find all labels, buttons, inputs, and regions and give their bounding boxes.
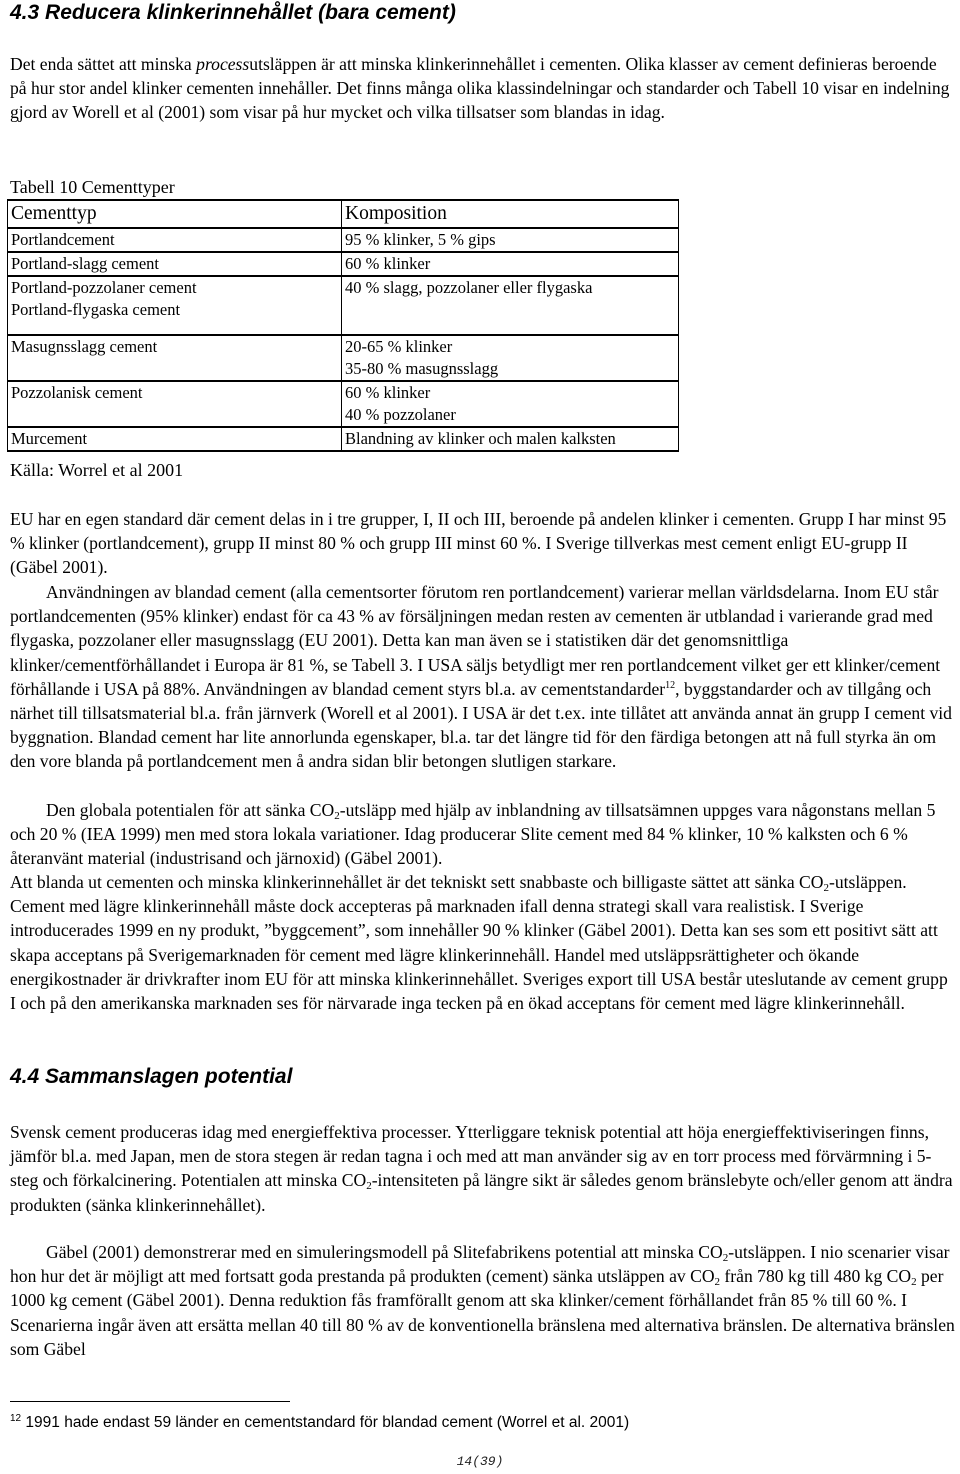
gabel-text-c: från 780 kg till 480 kg CO xyxy=(720,1266,912,1287)
cell-komposition xyxy=(342,228,679,252)
cell-line: 35-80 % masugnsslagg xyxy=(345,359,499,378)
page-number: 14(39) xyxy=(456,1454,504,1469)
co2-subscript: 2 xyxy=(714,1276,721,1289)
intro-text-emphasis: process xyxy=(196,54,250,74)
table-row xyxy=(8,276,679,335)
cell-line: 60 % klinker xyxy=(345,383,431,402)
usage-text-b: , byggstandarder och av tillgång och närhet till tillsatsmaterial bl.a. från järnverk (Worell et al 2001). I USA är det t.ex. inte tillåtet att använda annat än grupp I cement vid byggnation. Blandad cement har lite annorlunda egenskaper, bl.a. tar det längre tid för den färdiga betongen att nå full styrka än om den vore blanda på portlandcement men å andra sidan blir betongen slutligen starkare. xyxy=(10,678,952,772)
cell-line: 95 % klinker, 5 % gips xyxy=(345,230,496,249)
footnote-number: 12 xyxy=(10,1413,22,1424)
cement-type-table xyxy=(7,199,679,452)
table-row xyxy=(8,427,679,451)
gabel-text-b: -utsläppen. I nio scenarier visar hon hur det är möjligt att med fortsatt goda prestanda på produkten (cement) sänka utsläppen av CO xyxy=(10,1242,950,1287)
cell-komposition xyxy=(342,427,679,451)
cell-line: 40 % slagg, pozzolaner eller flygaska xyxy=(345,278,593,297)
blend-text-b: -utsläppen. Cement med lägre klinkerinnehåll måste dock accepteras på marknaden ifall denna strategi skall vara realistisk. I Sverige introducerades 1999 en ny produkt, ”byggcement”, som innehåller 90 % klinker (Gäbel 2001). Detta kan ses som ett positivt sätt att skapa acceptans på Sverigemarknaden för cement med lägre klinkerinnehåll. Handel med utsläppsrättigheter och ökande energikostnader är drivkrafter inom EU för att minska klinkerinnehållet. Sveriges export till USA består uteslutande av cement grupp I och på den amerikanska marknaden ses för närvarade inga tecken på en ökad acceptans för cement med lägre klinkerinnehåll. xyxy=(10,872,948,1014)
intro-text-a: Det enda sättet att minska xyxy=(10,54,197,74)
paragraph-swedish-cement xyxy=(10,1120,956,1217)
cell-line: 40 % pozzolaner xyxy=(345,405,456,424)
gabel-text-d: per 1000 kg cement (Gäbel 2001). Denna reduktion fås framförallt genom att ska klinker/cement förhållandet från 85 % till 60 %. I Scenarierna ingår även att ersätta mellan 40 till 80 % av de konventionella bränslena med alternativa bränslen. De alternativa bränslen som Gäbel xyxy=(10,1266,955,1359)
co2-subscript: 2 xyxy=(823,882,829,894)
section-heading-4-4: 4.4 Sammanslagen potential xyxy=(10,1065,293,1088)
section-heading-4-3: 4.3 Reducera klinkerinnehållet (bara cement) xyxy=(10,1,456,24)
cell-line: Portland-slagg cement xyxy=(11,254,160,273)
intro-paragraph xyxy=(10,52,956,125)
table-row xyxy=(8,335,679,381)
cell-line: Portland-pozzolaner cement xyxy=(11,278,197,297)
co2-subscript: 2 xyxy=(911,1276,917,1289)
intro-text-c: utsläppen är att minska klinkerinnehållet i cementen. Olika klasser av cement definieras beroende på hur stor andel klinker cementen innehåller. Det finns många olika klassindelningar och standarder och Tabell 10 visar en indelning gjord av Worell et al (2001) som visar på hur mycket och vilka tillsatser som blandas in idag. xyxy=(10,54,950,123)
table-header-row xyxy=(8,200,679,228)
cell-line: 60 % klinker xyxy=(345,254,431,273)
cell-cementtyp xyxy=(8,381,342,427)
swe-text-a: Svensk cement produceras idag med energieffektiva processer. Ytterliggare teknisk potential att höja energieffektiviseringen finns, jämför bl.a. med Japan, men de stora stegen är redan tagna i och med att man använder sig av en torr process med förvärmning i 5-steg och förkalcinering. Potentialen att minska CO xyxy=(10,1122,932,1191)
cell-cementtyp xyxy=(8,427,342,451)
cell-line: Blandning av klinker och malen kalksten xyxy=(345,429,616,448)
footnote-reference[interactable]: 12 xyxy=(665,679,676,691)
gabel-text-a: Gäbel (2001) demonstrerar med en simuleringsmodell på Slitefabrikens potential att minska CO xyxy=(46,1242,723,1262)
table-caption: Tabell 10 Cementtyper xyxy=(10,177,175,197)
blend-text-a: Att blanda ut cementen och minska klinkerinnehållet är det tekniskt sett snabbaste och billigaste sättet att sänka CO xyxy=(10,872,824,892)
paragraph-global-potential xyxy=(10,798,956,871)
cell-komposition xyxy=(342,381,679,427)
usage-text-a: Användningen av blandad cement (alla cementsorter förutom ren portlandcement) varierar mellan världsdelarna. Inom EU står portlandcementen (95% klinker) endast för ca 43 % av försäljningen medan resten av cementen är utblandad i varierande grad med flygaska, pozzolaner eller masugnsslagg (EU 2001). Detta kan man även se i statistiken där det genomsnittliga klinker/cementförhållandet i Europa är 81 %, se Tabell 3. I USA säljs betydligt mer ren portlandcement vilket ger ett klinker/cement förhållande i USA på 88%. Användningen av blandad cement styrs bl.a. av cementstandarder xyxy=(10,582,941,699)
footnote-divider xyxy=(10,1401,290,1402)
co2-subscript: 2 xyxy=(334,810,340,822)
cell-cementtyp xyxy=(8,252,342,276)
paragraph-gabel-model xyxy=(10,1240,956,1361)
header-cementtyp: Cementtyp xyxy=(8,200,342,228)
cell-line: Masugnsslagg cement xyxy=(11,337,158,356)
paragraph-eu-standard: EU har en egen standard där cement delas in i tre grupper, I, II och III, beroende på andelen klinker i cementen. Grupp I har minst 95 % klinker (portlandcement), grupp II minst 80 % och grupp III minst 60 %. I Sverige tillverkas mest cement enligt EU-grupp II (Gäbel 2001). xyxy=(10,509,947,578)
cell-cementtyp xyxy=(8,228,342,252)
paragraph-blend-strategy xyxy=(10,870,956,1015)
cell-line: Pozzolanisk cement xyxy=(11,383,143,402)
cell-line: Murcement xyxy=(11,429,88,448)
cell-line: Portland-flygaska cement xyxy=(11,300,181,319)
cell-line: 20-65 % klinker xyxy=(345,337,453,356)
table-row xyxy=(8,252,679,276)
cell-line: Portlandcement xyxy=(11,230,115,249)
table-source: Källa: Worrel et al 2001 xyxy=(10,460,184,480)
cell-cementtyp xyxy=(8,335,342,381)
header-komposition: Komposition xyxy=(342,200,679,228)
global-text-a: Den globala potentialen för att sänka CO xyxy=(46,800,335,820)
global-text-b: -utsläpp med hjälp av inblandning av tillsatsämnen uppges vara någonstans mellan 5 och 20 % (IEA 1999) men med stora lokala variationer. Idag producerar Slite cement med 84 % klinker, 10 % kalksten och 6 % återanvänt material (industrisand och järnoxid) (Gäbel 2001). xyxy=(10,800,936,869)
cell-komposition xyxy=(342,276,679,335)
co2-subscript: 2 xyxy=(366,1180,372,1193)
swe-text-b: -intensiteten på längre sikt är således genom bränslebyte och/eller genom att ändra produkten (sänka klinkerinnehållet). xyxy=(10,1170,953,1215)
co2-subscript: 2 xyxy=(722,1252,729,1264)
footnote xyxy=(10,1409,629,1433)
cell-komposition xyxy=(342,252,679,276)
footnote-text: 1991 hade endast 59 länder en cementstandard för blandad cement (Worrel et al. 2001) xyxy=(21,1414,630,1431)
cell-komposition xyxy=(342,335,679,381)
table-row xyxy=(8,381,679,427)
paragraph-blended-usage xyxy=(10,580,956,774)
cell-cementtyp xyxy=(8,276,342,335)
table-row xyxy=(8,228,679,252)
